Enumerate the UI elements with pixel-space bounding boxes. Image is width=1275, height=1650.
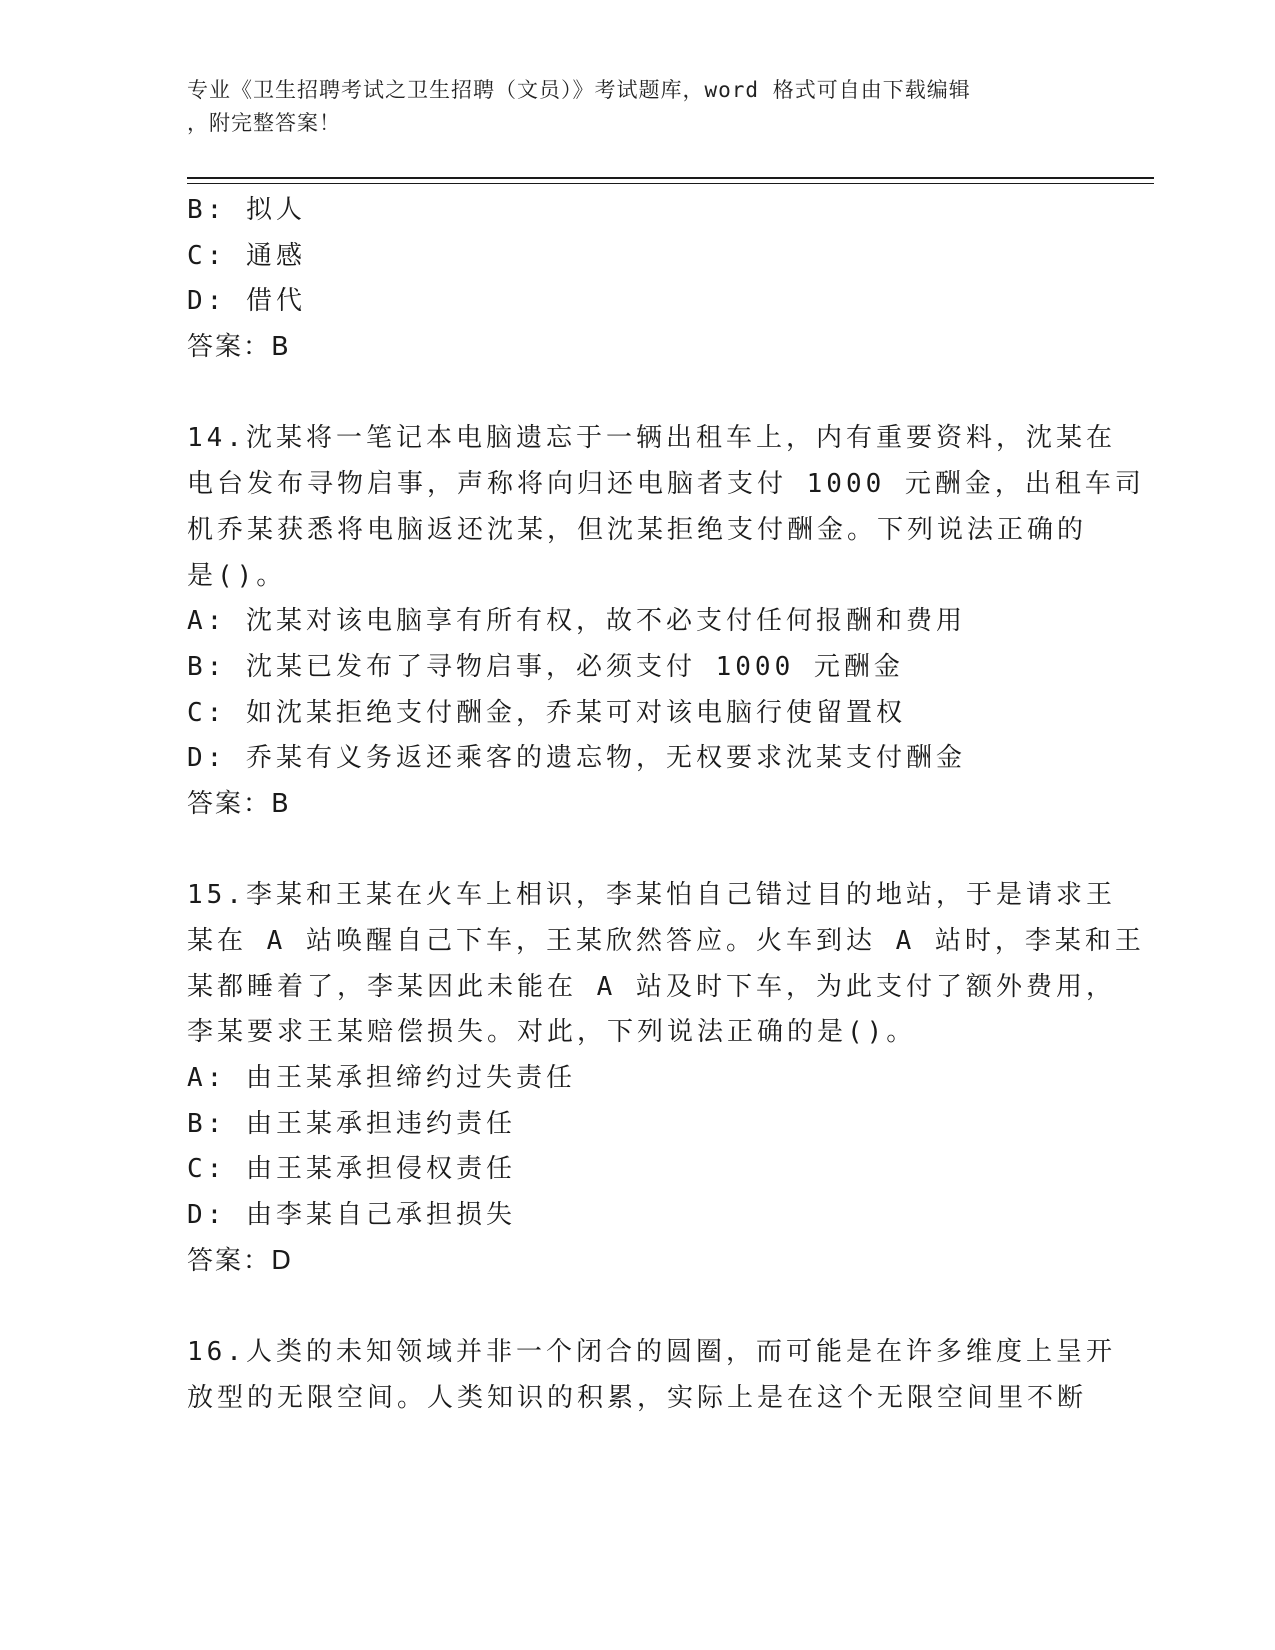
question-15 xyxy=(187,873,1145,1284)
document-header xyxy=(187,74,1067,140)
option-c: C: 由王某承担侵权责任 xyxy=(187,1154,516,1185)
question-stem-line: 是()。 xyxy=(187,560,287,591)
question-stem-line: 某在 A 站唤醒自己下车，王某欣然答应。火车到达 A 站时，李某和王 xyxy=(187,926,1145,956)
question-16 xyxy=(187,1330,1116,1421)
option-b: B: 拟人 xyxy=(187,195,306,225)
answer-label: 答案：B xyxy=(187,332,291,363)
option-a: A: 沈某对该电脑享有所有权，故不必支付任何报酬和费用 xyxy=(187,606,966,637)
option-d: D: 由李某自己承担损失 xyxy=(187,1200,516,1231)
header-rule-thin xyxy=(187,183,1154,184)
question-list xyxy=(187,188,1145,1422)
question-stem-line: 放型的无限空间。人类知识的积累，实际上是在这个无限空间里不断 xyxy=(187,1382,1088,1413)
question-stem-line: 14.沈某将一笔记本电脑遗忘于一辆出租车上，内有重要资料，沈某在 xyxy=(187,423,1116,454)
option-c: C: 通感 xyxy=(187,240,306,271)
question-stem-line: 李某要求王某赔偿损失。对此，下列说法正确的是()。 xyxy=(187,1017,917,1048)
question-stem-line: 16.人类的未知领域并非一个闭合的圆圈，而可能是在许多维度上呈开 xyxy=(187,1337,1116,1368)
question-stem-line: 电台发布寻物启事，声称将向归还电脑者支付 1000 元酬金，出租车司 xyxy=(187,469,1145,500)
header-line-2: ，附完整答案！ xyxy=(187,111,341,135)
answer-label: 答案：B xyxy=(187,788,291,819)
option-a: A: 由王某承担缔约过失责任 xyxy=(187,1063,576,1094)
header-rule-thick xyxy=(187,177,1154,179)
question-14 xyxy=(187,416,1145,827)
answer-label: 答案：D xyxy=(187,1245,294,1276)
question-13-continuation xyxy=(187,188,1087,371)
option-b: B: 由王某承担违约责任 xyxy=(187,1108,516,1139)
question-stem-line: 机乔某获悉将电脑返还沈某，但沈某拒绝支付酬金。下列说法正确的 xyxy=(187,514,1088,545)
question-stem-line: 15.李某和王某在火车上相识，李某怕自己错过目的地站，于是请求王 xyxy=(187,880,1116,911)
header-line-1: 专业《卫生招聘考试之卫生招聘（文员）》考试题库，word 格式可自由下载编辑 xyxy=(187,78,971,102)
option-d: D: 借代 xyxy=(187,286,306,317)
option-c: C: 如沈某拒绝支付酬金，乔某可对该电脑行使留置权 xyxy=(187,697,906,728)
question-stem-line: 某都睡着了，李某因此未能在 A 站及时下车，为此支付了额外费用， xyxy=(187,971,1116,1002)
option-b: B: 沈某已发布了寻物启事，必须支付 1000 元酬金 xyxy=(187,651,904,682)
option-d: D: 乔某有义务返还乘客的遗忘物，无权要求沈某支付酬金 xyxy=(187,743,966,774)
